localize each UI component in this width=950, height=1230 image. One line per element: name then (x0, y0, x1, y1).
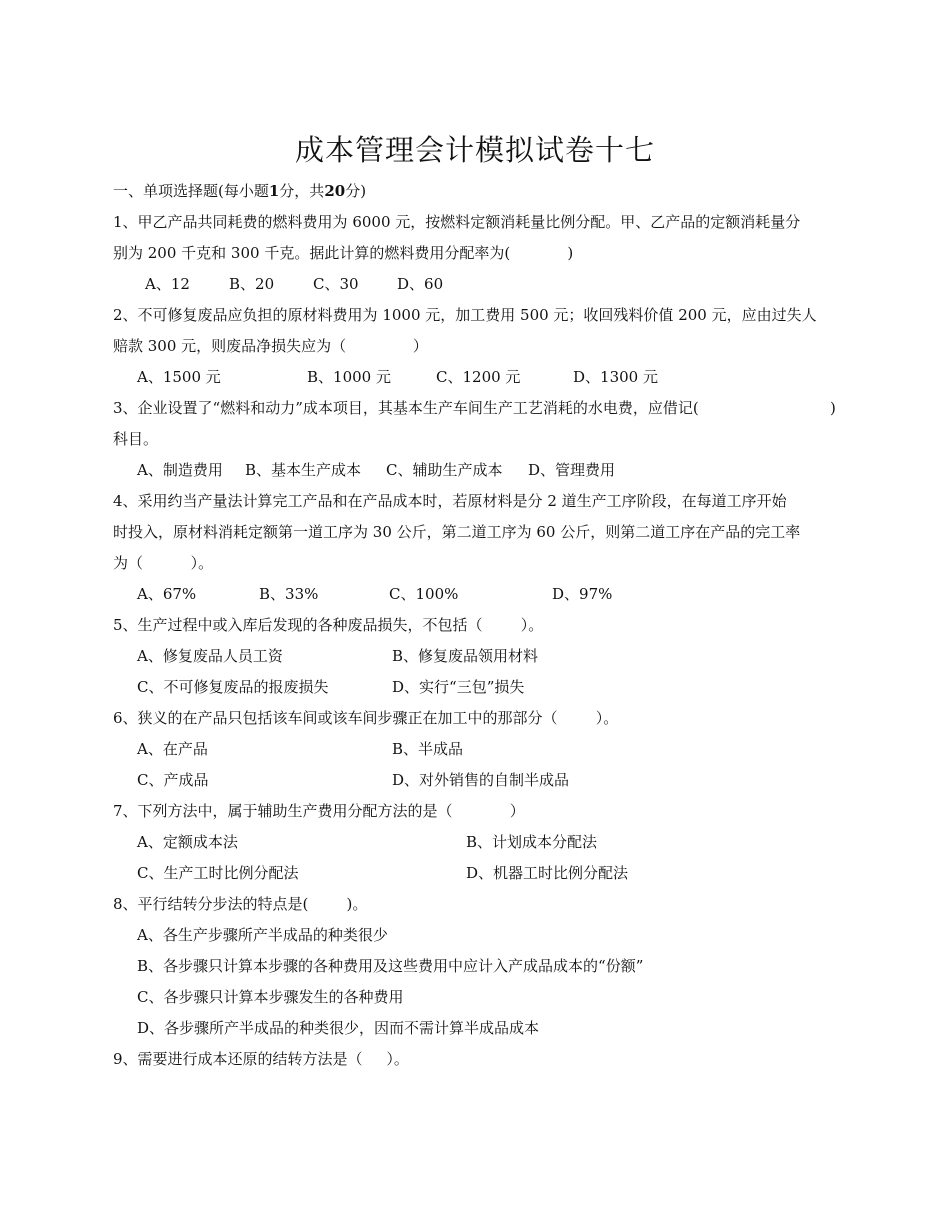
q8-line-1: 8、平行结转分步法的特点是( )。 (113, 895, 368, 913)
q1-option-a: A、12 (145, 275, 190, 293)
q7-option-c: C、生产工时比例分配法 (137, 864, 299, 882)
q4-option-c: C、100% (389, 585, 459, 603)
q7-option-b: B、计划成本分配法 (466, 833, 598, 851)
q5-option-a: A、修复废品人员工资 (137, 647, 283, 665)
q2-line-2: 赔款 300 元，则废品净损失应为（ ） (113, 337, 428, 355)
section-prefix: 一、单项选择题(每小题 (113, 182, 269, 200)
exam-title: 成本管理会计模拟试卷十七 (294, 133, 655, 167)
q4-line-3: 为（ ）。 (113, 554, 214, 572)
q8-option-d: D、各步骤所产半成品的种类很少，因而不需计算半成品成本 (137, 1019, 540, 1037)
q1-line-1: 1、甲乙产品共同耗费的燃料费用为 6000 元，按燃料定额消耗量比例分配。甲、乙产品的定额消耗量分 (113, 213, 801, 231)
q2-option-c: C、1200 元 (436, 368, 521, 386)
q3-option-a: A、制造费用 (137, 461, 223, 479)
q5-option-b: B、修复废品领用材料 (392, 647, 539, 665)
q8-option-b: B、各步骤只计算本步骤的各种费用及这些费用中应计入产成品成本的“份额” (137, 957, 644, 975)
q1-line-2: 别为 200 千克和 300 千克。据此计算的燃料费用分配率为( ) (113, 244, 574, 262)
q7-option-a: A、定额成本法 (137, 833, 238, 851)
q2-option-d: D、1300 元 (573, 368, 658, 386)
q6-option-a: A、在产品 (137, 740, 208, 758)
q4-option-b: B、33% (259, 585, 319, 603)
section-suffix: 分) (345, 182, 367, 200)
q4-line-1: 4、采用约当产量法计算完工产品和在产品成本时，若原材料是分 2 道生产工序阶段，在每道工序开始 (113, 492, 787, 510)
q4-option-a: A、67% (137, 585, 197, 603)
q4-option-d: D、97% (552, 585, 613, 603)
q1-option-c: C、30 (313, 275, 359, 293)
q3-line-1-paren: ) (830, 399, 836, 417)
q3-option-c: C、辅助生产成本 (386, 461, 503, 479)
q8-option-a: A、各生产步骤所产半成品的种类很少 (137, 926, 388, 944)
q2-option-a: A、1500 元 (137, 368, 221, 386)
q8-option-c: C、各步骤只计算本步骤发生的各种费用 (137, 988, 404, 1006)
q3-option-d: D、管理费用 (528, 461, 616, 479)
q3-line-2: 科目。 (113, 430, 159, 448)
q7-line-1: 7、下列方法中，属于辅助生产费用分配方法的是（ ） (113, 802, 525, 820)
section-mid: 分，共 (279, 182, 325, 200)
q1-option-b: B、20 (229, 275, 275, 293)
q3-option-b: B、基本生产成本 (245, 461, 362, 479)
q6-option-c: C、产成品 (137, 771, 209, 789)
q7-option-d: D、机器工时比例分配法 (466, 864, 629, 882)
q9-line-1: 9、需要进行成本还原的结转方法是（ ）。 (113, 1050, 409, 1068)
q6-line-1: 6、狭义的在产品只包括该车间或该车间步骤正在加工中的那部分（ ）。 (113, 709, 619, 727)
q2-line-1: 2、不可修复废品应负担的原材料费用为 1000 元，加工费用 500 元；收回残料价值 200 元，应由过失人 (113, 306, 817, 324)
section-per-question-points: 1 (268, 182, 280, 200)
q2-option-b: B、1000 元 (307, 368, 391, 386)
q1-option-d: D、60 (397, 275, 444, 293)
q4-line-2: 时投入，原材料消耗定额第一道工序为 30 公斤，第二道工序为 60 公斤，则第二道工序在产品的完工率 (113, 523, 801, 541)
q5-option-d: D、实行“三包”损失 (392, 678, 525, 696)
q5-option-c: C、不可修复废品的报废损失 (137, 678, 329, 696)
q3-line-1: 3、企业设置了“燃料和动力”成本项目，其基本生产车间生产工艺消耗的水电费，应借记( (113, 399, 699, 417)
section-heading (113, 180, 366, 202)
q6-option-d: D、对外销售的自制半成品 (392, 771, 570, 789)
section-total-points: 20 (324, 182, 346, 200)
q6-option-b: B、半成品 (392, 740, 464, 758)
q5-line-1: 5、生产过程中或入库后发现的各种废品损失，不包括（ ）。 (113, 616, 544, 634)
